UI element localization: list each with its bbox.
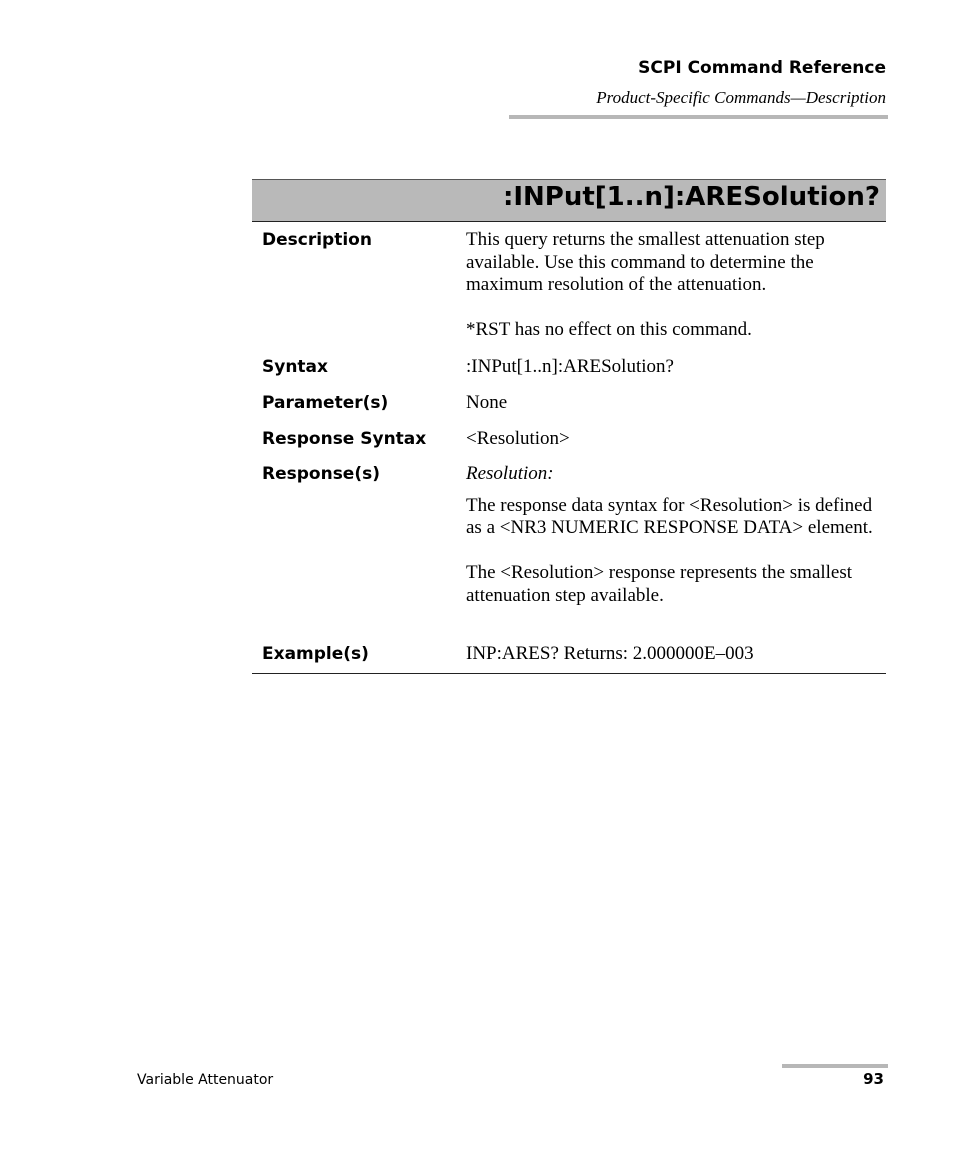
table-bottom-rule [252,673,886,674]
syntax-label: Syntax [262,357,328,377]
command-title: :INPut[1..n]:ARESolution? [502,182,880,212]
description-value [466,229,886,342]
header-divider [509,115,888,119]
response-data-syntax-text: The response data syntax for <Resolution> is defined as a <NR3 NUMERIC RESPONSE DATA> element. [466,494,873,538]
page-number: 93 [863,1070,884,1088]
header-title: SCPI Command Reference [638,58,886,78]
description-label: Description [262,230,372,250]
description-text: This query returns the smallest attenuation step available. Use this command to determine the maximum resolution of the attenuation. [466,229,825,295]
responses-label: Response(s) [262,464,380,484]
syntax-value: :INPut[1..n]:ARESolution? [466,356,674,377]
response-syntax-value: <Resolution> [466,428,570,449]
examples-value: INP:ARES? Returns: 2.000000E–003 [466,643,754,664]
footer-document-name: Variable Attenuator [137,1072,274,1088]
examples-label: Example(s) [262,644,369,664]
header-subtitle: Product-Specific Commands—Description [596,88,886,107]
rst-note: *RST has no effect on this command. [466,319,752,340]
response-name: Resolution: [466,463,554,484]
responses-value [466,463,886,607]
response-syntax-label: Response Syntax [262,429,427,449]
footer-divider [782,1064,888,1068]
command-title-bar [252,179,886,222]
response-meaning-text: The <Resolution> response represents the smallest attenuation step available. [466,562,853,606]
parameters-value: None [466,392,508,413]
parameters-label: Parameter(s) [262,393,389,413]
